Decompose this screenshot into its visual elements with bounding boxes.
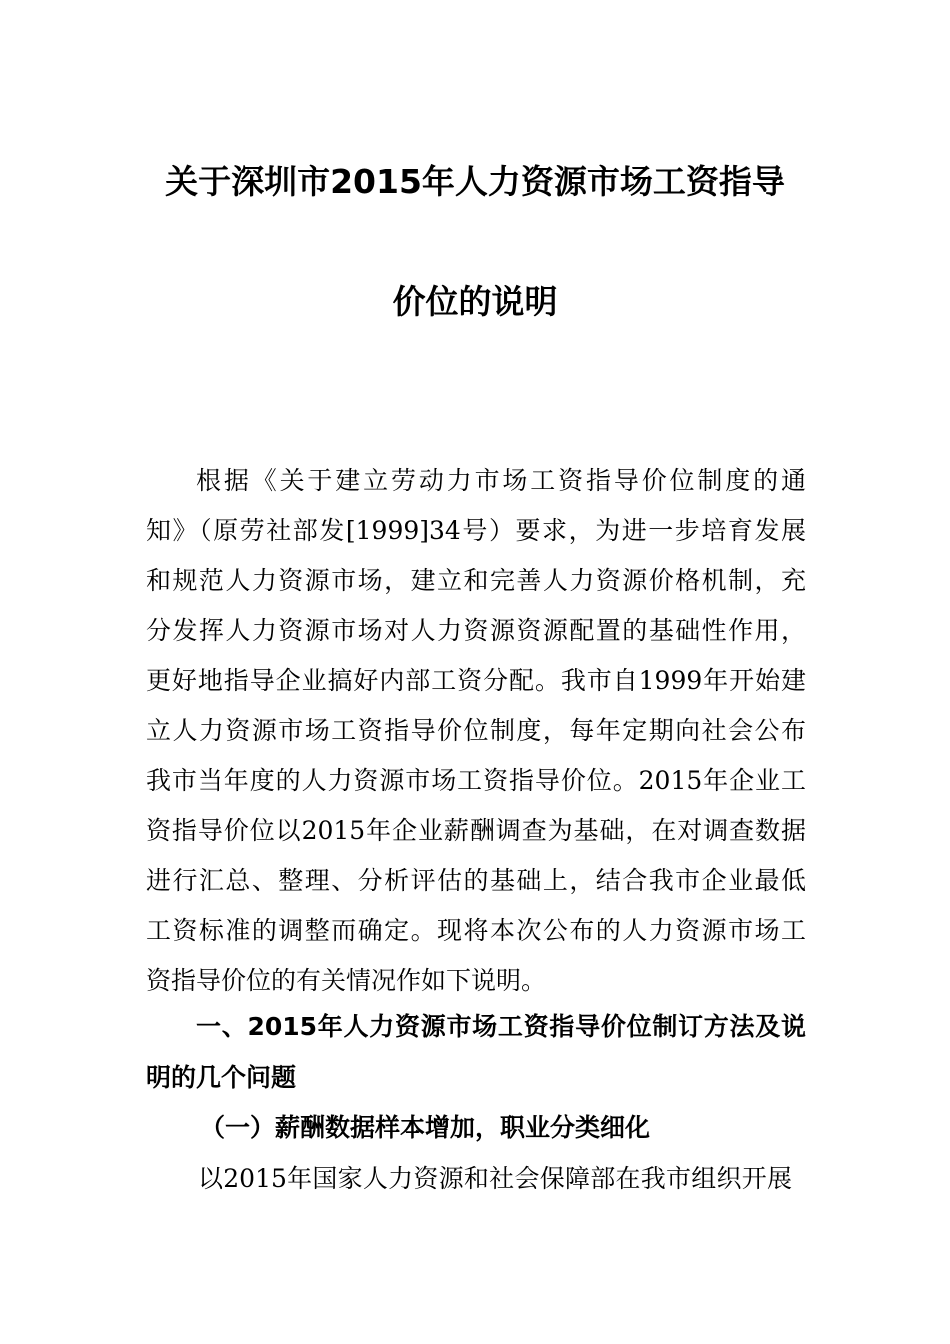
paragraph-line: 更好地指导企业搞好内部工资分配。我市自1999年开始建: [146, 666, 806, 695]
paragraph-line: 知》（原劳社部发[1999]34号）要求，为进一步培育发展: [146, 516, 806, 545]
paragraph-line: 分发挥人力资源市场对人力资源资源配置的基础性作用，: [146, 616, 806, 645]
subsection-1-first-line: 以2015年国家人力资源和社会保障部在我市组织开展: [198, 1164, 792, 1193]
paragraph-line: 立人力资源市场工资指导价位制度，每年定期向社会公布: [146, 716, 806, 745]
document-title-line-2: 价位的说明: [392, 282, 558, 321]
paragraph-line: 和规范人力资源市场，建立和完善人力资源价格机制，充: [146, 566, 806, 595]
document-title-line-1: 关于深圳市2015年人力资源市场工资指导: [165, 162, 785, 201]
paragraph-line: 根据《关于建立劳动力市场工资指导价位制度的通: [196, 466, 806, 495]
paragraph-line: 资指导价位的有关情况作如下说明。: [146, 966, 547, 995]
paragraph-line: 我市当年度的人力资源市场工资指导价位。2015年企业工: [146, 766, 806, 795]
section-1-heading-line-2: 明的几个问题: [146, 1063, 297, 1092]
section-1-heading-line-1: 一、2015年人力资源市场工资指导价位制订方法及说: [196, 1012, 806, 1041]
paragraph-line: 工资标准的调整而确定。现将本次公布的人力资源市场工: [146, 916, 806, 945]
paragraph-line: 进行汇总、整理、分析评估的基础上，结合我市企业最低: [146, 866, 806, 895]
subsection-1-heading: （一）薪酬数据样本增加，职业分类细化: [200, 1113, 651, 1142]
paragraph-line: 资指导价位以2015年企业薪酬调查为基础，在对调查数据: [146, 816, 806, 845]
